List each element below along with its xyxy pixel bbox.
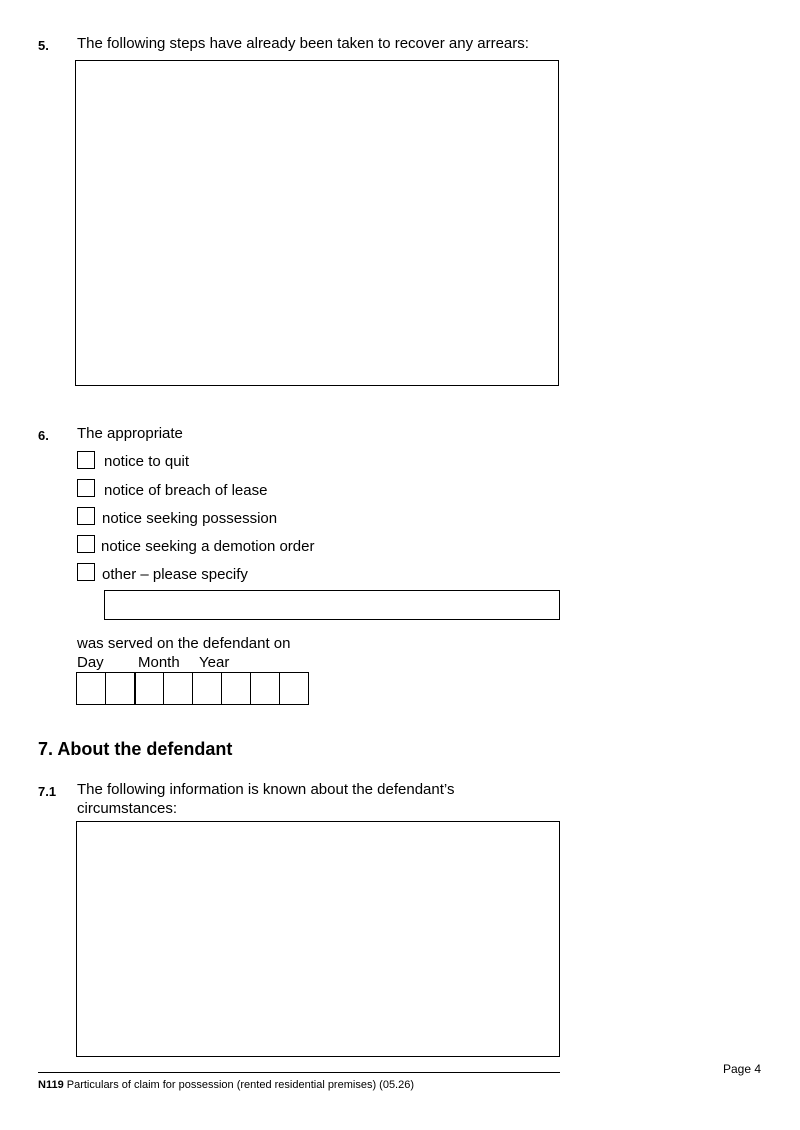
served-text: was served on the defendant on <box>77 635 291 652</box>
other-label: other – please specify <box>102 566 248 583</box>
section-6-intro: The appropriate <box>77 425 183 442</box>
defendant-circumstances-textarea[interactable] <box>76 821 560 1057</box>
breach-of-lease-label: notice of breach of lease <box>104 482 268 499</box>
section-6-number: 6. <box>38 428 49 443</box>
year-digit-4-input[interactable] <box>279 672 309 705</box>
footer-divider <box>38 1072 560 1073</box>
served-date-grid <box>76 672 309 705</box>
section-7-1-text-line1: The following information is known about the defendant’s <box>77 781 455 798</box>
month-digit-2-input[interactable] <box>163 672 193 705</box>
seeking-possession-label: notice seeking possession <box>102 510 278 527</box>
section-7-1-text-line2: circumstances: <box>77 800 178 817</box>
page-number: Page 4 <box>723 1062 762 1076</box>
section-7-1-number: 7.1 <box>38 784 57 799</box>
date-label-year: Year <box>199 654 230 671</box>
seeking-possession-checkbox[interactable] <box>77 507 95 525</box>
year-digit-3-input[interactable] <box>250 672 280 705</box>
section-7-number: 7. <box>38 739 54 759</box>
breach-of-lease-checkbox[interactable] <box>77 479 95 497</box>
form-code: N119 <box>38 1079 64 1091</box>
date-label-month: Month <box>138 654 180 671</box>
demotion-order-checkbox[interactable] <box>77 535 95 553</box>
other-specify-input[interactable] <box>104 590 560 620</box>
date-label-day: Day <box>77 654 104 671</box>
section-7-title: About the defendant <box>57 739 233 759</box>
section-7-heading <box>38 739 232 760</box>
year-digit-2-input[interactable] <box>221 672 251 705</box>
footer-text <box>38 1079 414 1091</box>
section-5-number: 5. <box>38 38 49 53</box>
arrears-steps-textarea[interactable] <box>75 60 559 386</box>
form-title: Particulars of claim for possession (rented residential premises) (05.26) <box>63 1079 415 1091</box>
year-digit-1-input[interactable] <box>192 672 222 705</box>
demotion-order-label: notice seeking a demotion order <box>101 538 315 555</box>
day-digit-2-input[interactable] <box>105 672 135 705</box>
day-digit-1-input[interactable] <box>76 672 106 705</box>
section-5-text: The following steps have already been taken to recover any arrears: <box>77 35 529 52</box>
notice-to-quit-checkbox[interactable] <box>77 451 95 469</box>
other-checkbox[interactable] <box>77 563 95 581</box>
month-digit-1-input[interactable] <box>134 672 164 705</box>
notice-to-quit-label: notice to quit <box>104 453 190 470</box>
